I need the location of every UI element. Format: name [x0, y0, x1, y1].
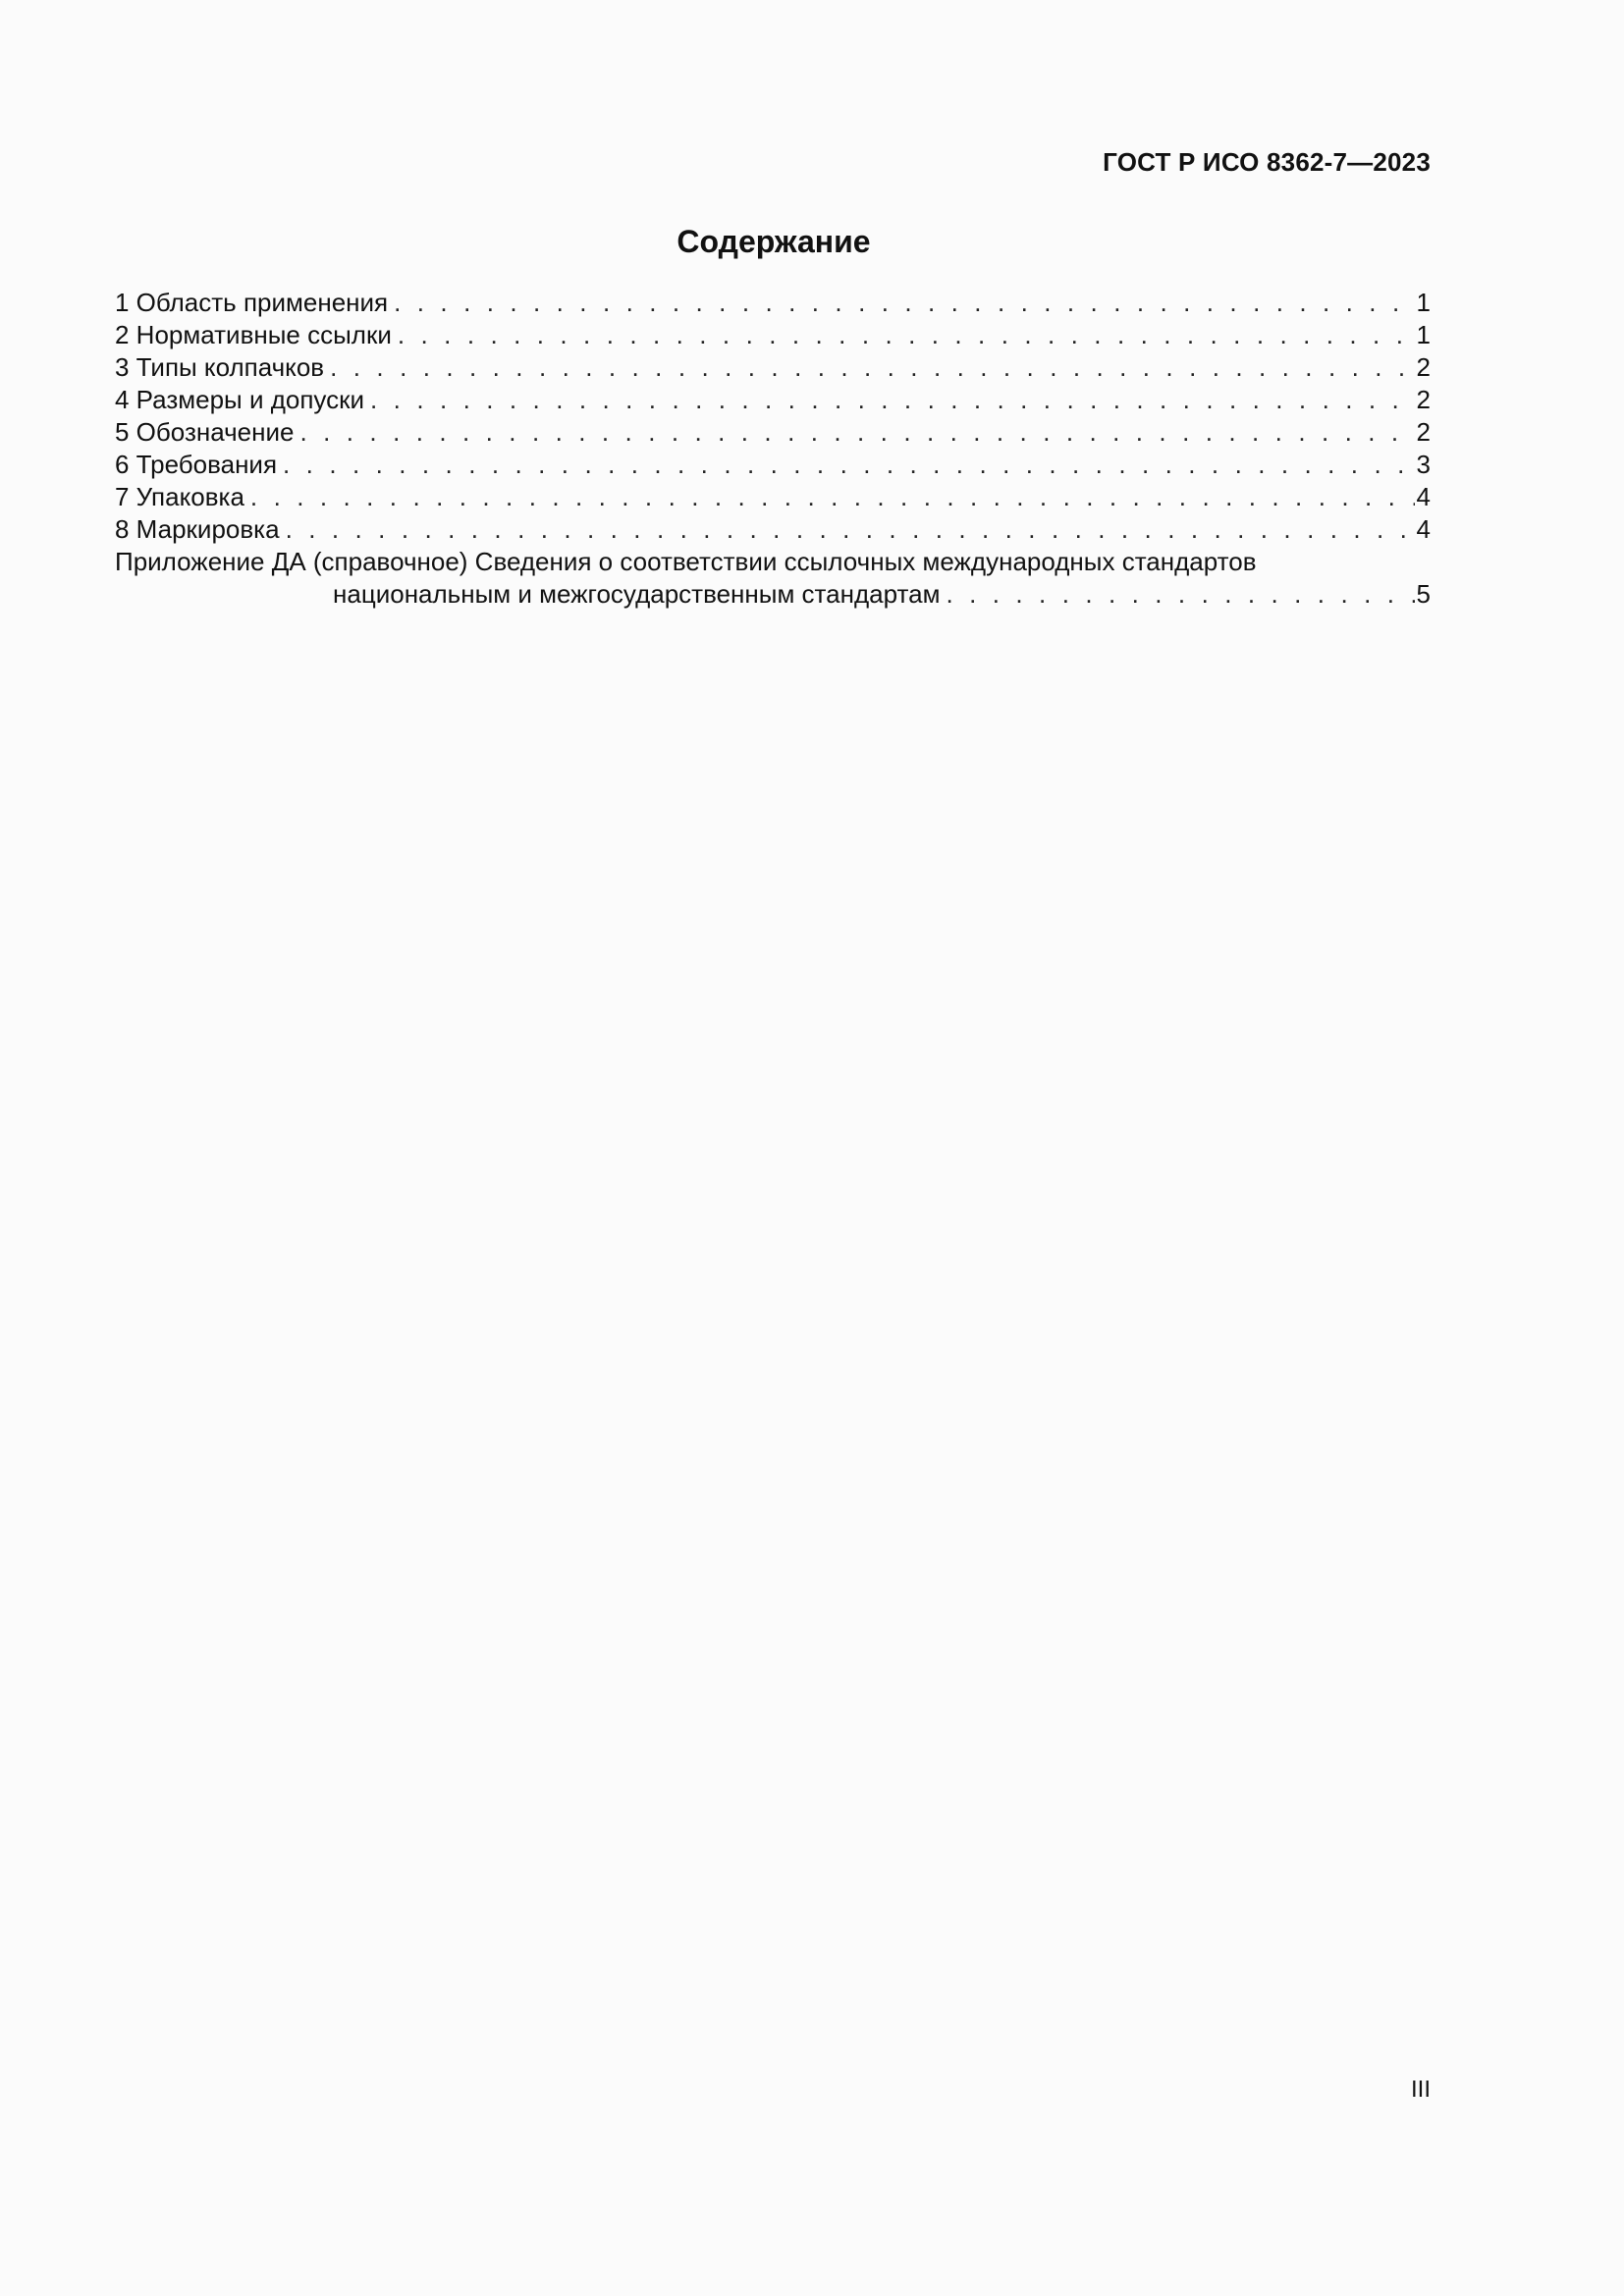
toc-annex-title-line2: национальным и межгосударственным стандартам	[333, 579, 941, 609]
toc-annex-title-line1: Приложение ДА (справочное) Сведения о соответствии ссылочных международных стандартов	[115, 547, 1257, 576]
toc-item-label: 6 Требования	[115, 450, 278, 479]
toc-item-label: 1 Область применения	[115, 288, 389, 317]
toc-leader-dots	[244, 481, 1415, 513]
toc-item-label: 3 Типы колпачков	[115, 352, 325, 382]
toc-item-page: 2	[1416, 385, 1431, 414]
toc-leader-dots	[392, 319, 1415, 351]
toc-item-label: 4 Размеры и допуски	[115, 385, 365, 414]
toc-item-page: 2	[1416, 352, 1431, 382]
toc-item-label: 5 Обозначение	[115, 417, 295, 447]
toc-item-packaging[interactable]	[115, 481, 1431, 513]
toc-leader-dots	[294, 416, 1414, 449]
toc-leader-dots	[280, 513, 1415, 546]
toc-item-label: 2 Нормативные ссылки	[115, 320, 392, 349]
toc-item-page: 5	[1416, 579, 1431, 609]
toc-item-annex-da[interactable]	[115, 546, 1431, 611]
toc-leader-dots	[324, 351, 1414, 384]
toc-item-page: 3	[1416, 450, 1431, 479]
toc-item-label: 7 Упаковка	[115, 482, 244, 511]
toc-item-dimensions-tolerances[interactable]	[115, 384, 1431, 416]
toc-annex-title-line2-row	[115, 578, 1431, 611]
toc-item-page: 4	[1416, 514, 1431, 544]
toc-item-marking[interactable]	[115, 513, 1431, 546]
toc-leader-dots	[364, 384, 1415, 416]
toc-item-requirements[interactable]	[115, 449, 1431, 481]
table-of-contents	[115, 287, 1431, 611]
toc-title: Содержание	[677, 224, 871, 259]
toc-item-page: 1	[1416, 320, 1431, 349]
toc-leader-dots	[388, 287, 1414, 319]
toc-item-scope[interactable]	[115, 287, 1431, 319]
page-number: III	[1410, 2076, 1431, 2103]
toc-item-page: 1	[1416, 288, 1431, 317]
toc-item-label: 8 Маркировка	[115, 514, 280, 544]
toc-item-normative-references[interactable]	[115, 319, 1431, 351]
toc-leader-dots	[277, 449, 1415, 481]
toc-item-designation[interactable]	[115, 416, 1431, 449]
toc-item-page: 4	[1416, 482, 1431, 511]
document-code-header: ГОСТ Р ИСО 8362-7—2023	[1103, 147, 1431, 177]
toc-item-page: 2	[1416, 417, 1431, 447]
toc-leader-dots	[940, 578, 1414, 611]
toc-item-cap-types[interactable]	[115, 351, 1431, 384]
